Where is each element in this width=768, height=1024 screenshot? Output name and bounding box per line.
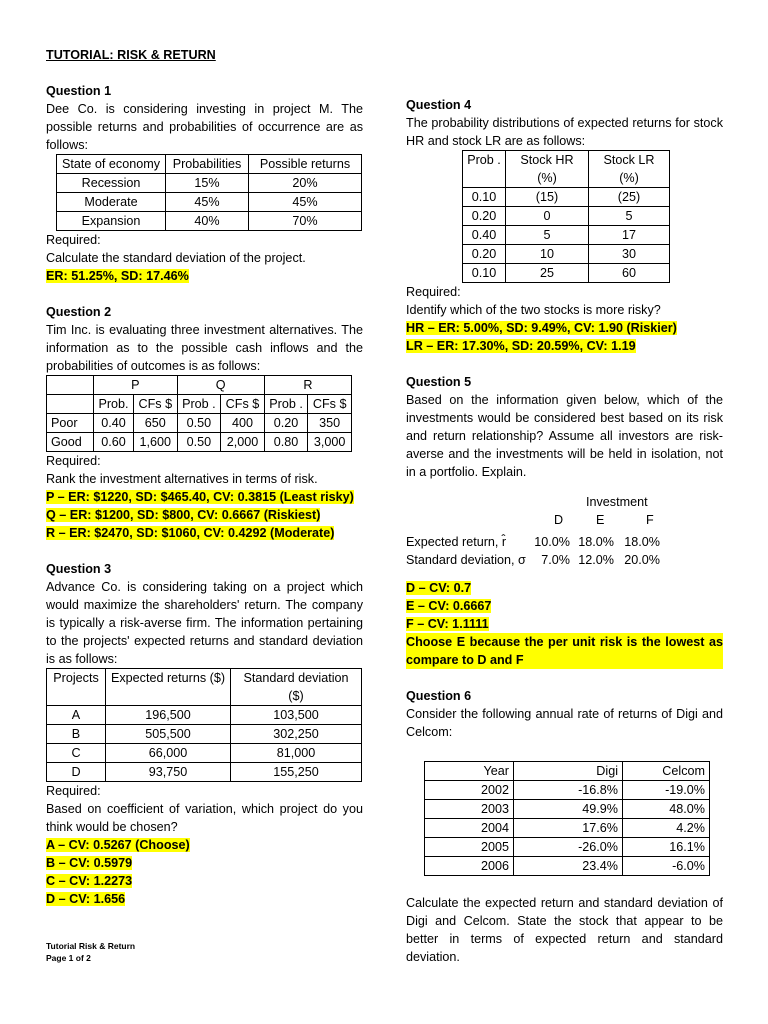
q5-cell: 10.0%	[534, 535, 570, 549]
q2-cell: 0.50	[177, 414, 221, 433]
q2-subheader: CFs $	[134, 395, 178, 414]
table-row	[425, 838, 710, 857]
table-row	[463, 264, 670, 283]
table-row	[425, 819, 710, 838]
q2-answer: R – ER: $2470, SD: $1060, CV: 0.4292 (Moderate)	[46, 526, 335, 540]
q6-cell: 2004	[425, 819, 514, 838]
q4-header: Stock LR (%)	[588, 151, 669, 188]
q3-cell: B	[47, 725, 106, 744]
q2-cell: 0.50	[177, 433, 221, 452]
q3-answer: D – CV: 1.656	[46, 892, 126, 906]
q6-cell: 23.4%	[514, 857, 623, 876]
table-row	[47, 744, 362, 763]
q6-table	[424, 761, 710, 876]
q4-required: Required:	[406, 285, 461, 299]
q2-cell: 650	[134, 414, 178, 433]
q2-group: Q	[177, 376, 264, 395]
q4-cell: 0.40	[463, 226, 506, 245]
table-row	[47, 763, 362, 782]
q5-answer: Choose E because the per unit risk is the lowest as compare to D and F	[406, 635, 723, 667]
q2-group: R	[264, 376, 351, 395]
q5-col-header: F	[646, 513, 654, 527]
q5-cell: 12.0%	[578, 553, 614, 567]
q1-cell: 20%	[249, 174, 362, 193]
q5-answer: F – CV: 1.1111	[406, 617, 489, 631]
q3-answer: C – CV: 1.2273	[46, 874, 133, 888]
q3-text: Advance Co. is considering taking on a project which would maximize the shareholders' return. The company is typically a risk-averse firm. The information pertaining to the projects' expected returns and standard deviation is as follows:	[46, 580, 363, 666]
q3-header: Projects	[47, 669, 106, 706]
q3-answer: A – CV: 0.5267 (Choose)	[46, 838, 190, 852]
q6-cell: 2005	[425, 838, 514, 857]
table-row	[463, 245, 670, 264]
q6-header: Year	[425, 762, 514, 781]
q6-cell: -19.0%	[623, 781, 710, 800]
q5-investment-table	[406, 493, 723, 579]
q3-cell: 103,500	[231, 706, 362, 725]
q6-cell: 16.1%	[623, 838, 710, 857]
q4-header: Prob .	[463, 151, 506, 188]
q2-cell: 0.60	[94, 433, 134, 452]
q3-cell: 66,000	[106, 744, 231, 763]
q3-header: Expected returns ($)	[106, 669, 231, 706]
table-row	[425, 781, 710, 800]
q4-cell: 0.10	[463, 264, 506, 283]
q2-heading: Question 2	[46, 305, 112, 319]
q3-cell: 196,500	[106, 706, 231, 725]
q6-cell: -16.8%	[514, 781, 623, 800]
table-row	[463, 226, 670, 245]
q6-cell: -26.0%	[514, 838, 623, 857]
table-row	[425, 857, 710, 876]
q3-cell: D	[47, 763, 106, 782]
q4-cell: 0.10	[463, 188, 506, 207]
q4-task: Identify which of the two stocks is more risky?	[406, 303, 661, 317]
q6-text: Consider the following annual rate of returns of Digi and Celcom:	[406, 707, 723, 739]
q2-cell: 2,000	[221, 433, 265, 452]
q4-heading: Question 4	[406, 98, 472, 112]
q2-subheader: CFs $	[308, 395, 352, 414]
q1-required: Required:	[46, 233, 101, 247]
q2-cell: 350	[308, 414, 352, 433]
q1-cell: 70%	[249, 212, 362, 231]
q2-cell: Poor	[47, 414, 94, 433]
q1-cell: 15%	[166, 174, 249, 193]
q3-answer: B – CV: 0.5979	[46, 856, 133, 870]
q1-cell: 45%	[249, 193, 362, 212]
table-row	[57, 174, 362, 193]
table-row	[47, 414, 352, 433]
q4-cell: 25	[506, 264, 589, 283]
q5-cell: 18.0%	[624, 535, 660, 549]
q5-heading: Question 5	[406, 375, 472, 389]
q6-cell: 4.2%	[623, 819, 710, 838]
q2-table	[46, 375, 352, 452]
q1-task: Calculate the standard deviation of the project.	[46, 251, 306, 265]
q6-heading: Question 6	[406, 689, 472, 703]
right-column	[406, 96, 723, 966]
q2-cell: 0.80	[264, 433, 308, 452]
q4-cell: 0	[506, 207, 589, 226]
q2-cell: 400	[221, 414, 265, 433]
q5-row-label: Expected return, r̂	[406, 535, 507, 549]
q5-text: Based on the information given below, which of the investments would be considered best based on its risk and return relationship? Assume all investors are risk-averse and the investments will be held in isolation, not in a portfolio. Explain.	[406, 393, 723, 479]
q1-header: State of economy	[57, 155, 166, 174]
document-title: TUTORIAL: RISK & RETURN	[46, 48, 216, 62]
q1-text: Dee Co. is considering investing in project M. The possible returns and probabilities of occurrence are as follows:	[46, 102, 363, 152]
q4-cell: 5	[506, 226, 589, 245]
q5-row-label: Standard deviation, σ	[406, 553, 526, 567]
q2-text: Tim Inc. is evaluating three investment alternatives. The information as to the possible cash inflows and the probabilities of outcomes is as follows:	[46, 323, 363, 373]
q4-cell: 10	[506, 245, 589, 264]
q5-cell: 18.0%	[578, 535, 614, 549]
q2-answer: P – ER: $1220, SD: $465.40, CV: 0.3815 (Least risky)	[46, 490, 354, 504]
table-row	[425, 800, 710, 819]
q6-cell: 2003	[425, 800, 514, 819]
q6-cell: -6.0%	[623, 857, 710, 876]
footer-title: Tutorial Risk & Return	[46, 941, 136, 951]
q5-cell: 20.0%	[624, 553, 660, 567]
q3-required: Required:	[46, 784, 101, 798]
q3-cell: C	[47, 744, 106, 763]
q2-cell: Good	[47, 433, 94, 452]
q4-answer: HR – ER: 5.00%, SD: 9.49%, CV: 1.90 (Riskier)	[406, 321, 677, 335]
q2-group: P	[94, 376, 178, 395]
q3-heading: Question 3	[46, 562, 112, 576]
q5-col-header: E	[596, 513, 605, 527]
q2-subheader: Prob .	[177, 395, 221, 414]
q4-cell: 60	[588, 264, 669, 283]
q2-cell: 3,000	[308, 433, 352, 452]
q2-cell: 1,600	[134, 433, 178, 452]
q6-header: Celcom	[623, 762, 710, 781]
q1-heading: Question 1	[46, 84, 112, 98]
q1-cell: 45%	[166, 193, 249, 212]
q2-subheader: Prob.	[94, 395, 134, 414]
page-footer	[46, 940, 135, 964]
q2-task: Rank the investment alternatives in terms of risk.	[46, 472, 318, 486]
q1-table	[56, 154, 362, 231]
q3-cell: 505,500	[106, 725, 231, 744]
q4-cell: 17	[588, 226, 669, 245]
q1-cell: 40%	[166, 212, 249, 231]
q6-header: Digi	[514, 762, 623, 781]
table-row	[57, 193, 362, 212]
q3-cell: 81,000	[231, 744, 362, 763]
q4-cell: 0.20	[463, 207, 506, 226]
q4-text: The probability distributions of expected returns for stock HR and stock LR are as follows:	[406, 116, 723, 148]
q1-cell: Moderate	[57, 193, 166, 212]
q2-required: Required:	[46, 454, 101, 468]
q1-header: Probabilities	[166, 155, 249, 174]
q4-cell: 0.20	[463, 245, 506, 264]
q3-header: Standard deviation ($)	[231, 669, 362, 706]
q2-answer: Q – ER: $1200, SD: $800, CV: 0.6667 (Riskiest)	[46, 508, 321, 522]
q4-cell: (15)	[506, 188, 589, 207]
q4-answer: LR – ER: 17.30%, SD: 20.59%, CV: 1.19	[406, 339, 636, 353]
q3-task: Based on coefficient of variation, which project do you think would be chosen?	[46, 802, 363, 834]
footer-page-number: Page 1 of 2	[46, 953, 91, 963]
q5-cell: 7.0%	[541, 553, 570, 567]
q1-cell: Expansion	[57, 212, 166, 231]
q2-subheader: CFs $	[221, 395, 265, 414]
q3-cell: 93,750	[106, 763, 231, 782]
table-row	[57, 212, 362, 231]
q6-cell: 49.9%	[514, 800, 623, 819]
q4-cell: (25)	[588, 188, 669, 207]
q5-answer: D – CV: 0.7	[406, 581, 472, 595]
q4-cell: 30	[588, 245, 669, 264]
q3-table	[46, 668, 362, 782]
table-row	[47, 433, 352, 452]
q1-answer: ER: 51.25%, SD: 17.46%	[46, 269, 189, 283]
q6-cell: 2006	[425, 857, 514, 876]
q1-cell: Recession	[57, 174, 166, 193]
q5-answer: E – CV: 0.6667	[406, 599, 492, 613]
q1-header: Possible returns	[249, 155, 362, 174]
table-row	[47, 706, 362, 725]
q6-task: Calculate the expected return and standard deviation of Digi and Celcom. State the stock that appear to be better in terms of expected return and standard deviation.	[406, 896, 723, 964]
q2-cell: 0.40	[94, 414, 134, 433]
q5-col-header: D	[554, 513, 564, 527]
table-row	[47, 725, 362, 744]
q4-table	[462, 150, 670, 283]
table-row	[463, 188, 670, 207]
q4-cell: 5	[588, 207, 669, 226]
q2-subheader: Prob .	[264, 395, 308, 414]
q3-cell: 302,250	[231, 725, 362, 744]
q5-table-title: Investment	[586, 495, 648, 509]
q3-cell: 155,250	[231, 763, 362, 782]
q2-cell: 0.20	[264, 414, 308, 433]
q4-header: Stock HR (%)	[506, 151, 589, 188]
q6-cell: 48.0%	[623, 800, 710, 819]
q3-cell: A	[47, 706, 106, 725]
q6-cell: 17.6%	[514, 819, 623, 838]
left-column	[46, 46, 363, 908]
q6-cell: 2002	[425, 781, 514, 800]
table-row	[463, 207, 670, 226]
